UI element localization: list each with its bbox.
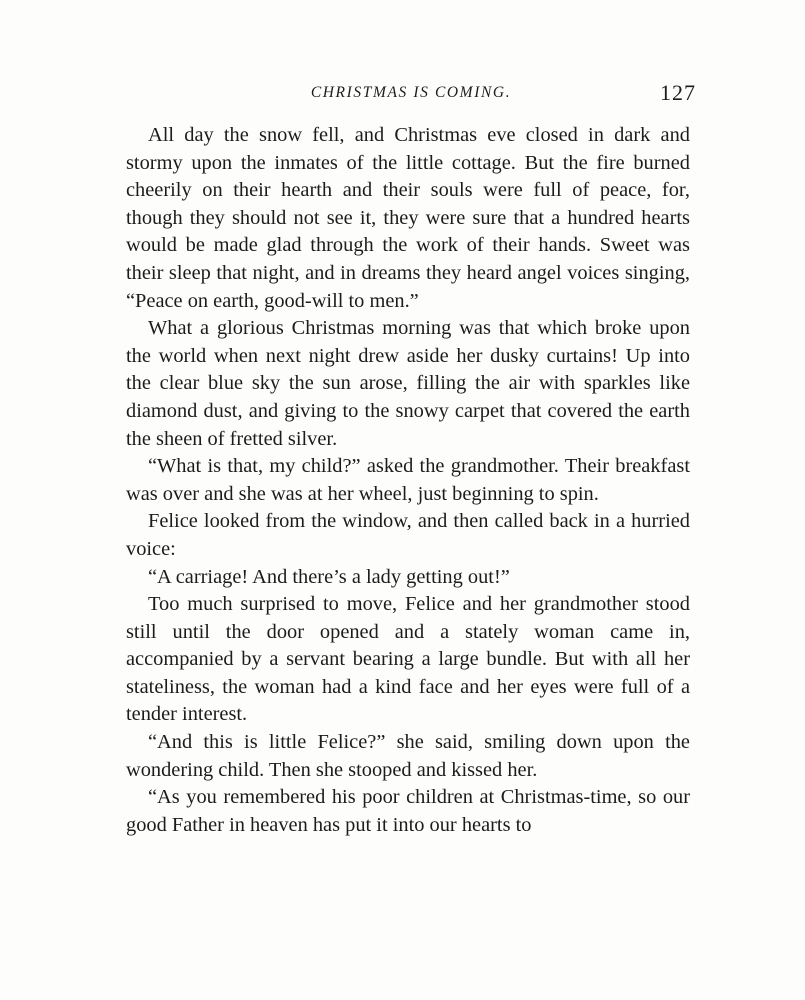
running-title: CHRISTMAS IS COMING. xyxy=(310,84,512,101)
page-number: 127 xyxy=(660,80,696,105)
paragraph: “What is that, my child?” asked the grandmother. Their breakfast was over and she was at her wheel, just beginning to spin. xyxy=(126,455,690,505)
page-body xyxy=(126,122,690,839)
paragraph: “As you remembered his poor children at Christmas-time, so our good Father in heaven has put it into our hearts to xyxy=(126,786,690,836)
page-header xyxy=(126,78,696,106)
paragraph: All day the snow fell, and Christmas eve closed in dark and stormy upon the inmates of the little cottage. But the fire burned cheerily on their hearth and their souls were full of peace, for, though they should not see it, they were sure that a hundred hearts would be made glad through the work of their hands. Sweet was their sleep that night, and in dreams they heard angel voices singing, “Peace on earth, good-will to men.” xyxy=(126,124,690,312)
paragraph: Felice looked from the window, and then called back in a hurried voice: xyxy=(126,510,690,560)
paragraph: Too much surprised to move, Felice and her grandmother stood still until the door opened and a stately woman came in, accompanied by a servant bearing a large bundle. But with all her stateliness, the woman had a kind face and her eyes were full of a tender interest. xyxy=(126,593,690,726)
paragraph: What a glorious Christmas morning was that which broke upon the world when next night drew aside her dusky curtains! Up into the clear blue sky the sun arose, filling the air with sparkles like diamond dust, and giving to the snowy carpet that covered the earth the sheen of fretted silver. xyxy=(126,317,690,450)
paragraph: “And this is little Felice?” she said, smiling down upon the wondering child. Then she stooped and kissed her. xyxy=(126,731,690,781)
paragraph: “A carriage! And there’s a lady getting out!” xyxy=(148,565,510,588)
